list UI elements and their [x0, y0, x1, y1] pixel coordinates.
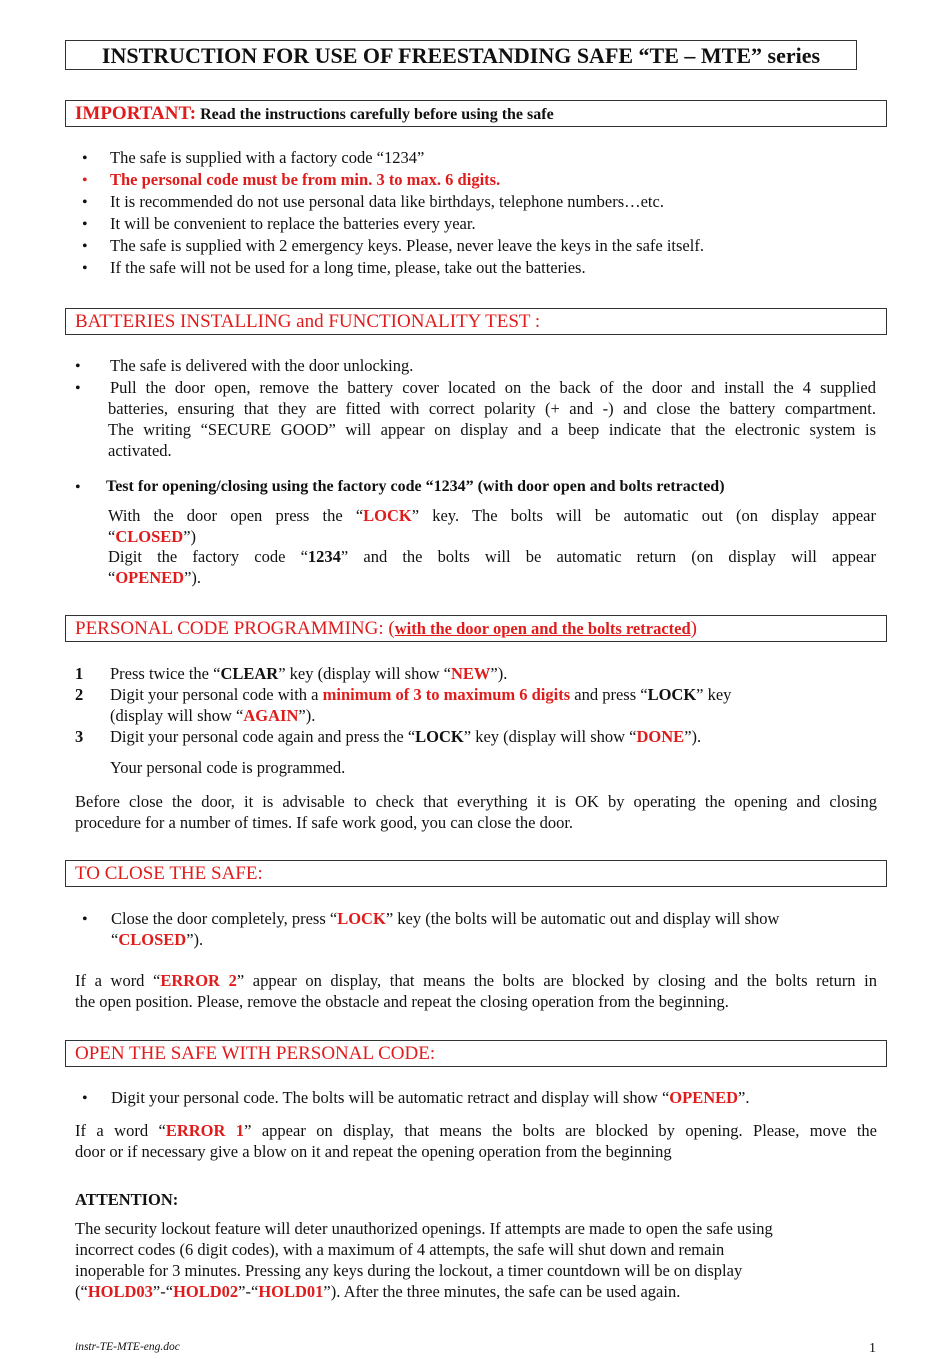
text: ” key. The bolts will be automatic out (on display appear: [411, 506, 876, 525]
close-error-note: [75, 970, 877, 1012]
text: ”).: [684, 727, 702, 746]
text: “: [108, 568, 116, 587]
important-item-2: The personal code must be from min. 3 to max. 6 digits.: [110, 170, 501, 189]
test-heading: Test for opening/closing using the factory code “1234” (with door open and bolts retracted): [106, 478, 725, 495]
text: If a word “: [75, 971, 161, 990]
open-error-note: [75, 1120, 877, 1162]
text: ” key (the bolts will be automatic out and display will show: [385, 909, 780, 928]
text: “: [108, 527, 116, 546]
attention-label: ATTENTION:: [75, 1190, 179, 1209]
open-header: [65, 1040, 887, 1067]
bullet-icon: •: [82, 194, 88, 211]
important-item-3: It is recommended do not use personal data like birthdays, telephone numbers…etc.: [110, 192, 664, 211]
programming-heading: PERSONAL CODE PROGRAMMING: (: [75, 618, 395, 639]
text: ” appear on display, that means the bolts are blocked by opening. Please, move the: [244, 1121, 877, 1140]
programming-heading-end: ): [690, 618, 697, 639]
important-item-6: If the safe will not be used for a long time, please, take out the batteries.: [110, 258, 586, 277]
text-line: inoperable for 3 minutes. Pressing any keys during the lockout, a timer countdown will be on display: [75, 1261, 743, 1280]
text: ”). After the three minutes, the safe can be used again.: [323, 1282, 681, 1301]
document-title: INSTRUCTION FOR USE OF FREESTANDING SAFE “TE – MTE” series: [65, 40, 857, 70]
step-number: 3: [75, 727, 84, 746]
text: ” key: [696, 685, 732, 704]
bullet-icon: •: [75, 479, 81, 496]
text: If a word “: [75, 1121, 166, 1140]
clear-key-label: CLEAR: [220, 664, 279, 683]
text: “: [111, 930, 119, 949]
close-header: [65, 860, 887, 887]
page-number: 1: [869, 1341, 876, 1356]
text-line: door or if necessary give a blow on it and repeat the opening operation from the beginning: [75, 1142, 672, 1161]
text: (display will show “: [110, 706, 244, 725]
open-instruction: [111, 1087, 750, 1108]
bullet-icon: •: [82, 260, 88, 277]
text: ” key (display will show “: [278, 664, 451, 683]
batteries-item-2: [108, 377, 876, 461]
text: ” appear on display, that means the bolts are blocked by closing and the bolts return in: [236, 971, 878, 990]
text-line: batteries, ensuring that they are fitted with correct polarity (+ and -) and close the battery compartment.: [108, 399, 876, 418]
text: Digit the factory code “: [108, 547, 308, 566]
code-length-highlight: minimum of 3 to maximum 6 digits: [322, 685, 571, 704]
close-heading: TO CLOSE THE SAFE:: [75, 863, 263, 884]
close-instruction: [111, 908, 859, 950]
programming-step-1: [110, 663, 507, 684]
batteries-heading: BATTERIES INSTALLING and FUNCTIONALITY TEST :: [75, 311, 541, 332]
text: Digit your personal code with a: [110, 685, 323, 704]
text: Digit your personal code again and press the “: [110, 727, 416, 746]
bullet-icon: •: [82, 216, 88, 233]
opened-display-label: OPENED: [115, 568, 185, 587]
closed-display-label: CLOSED: [115, 527, 184, 546]
text-line: activated.: [108, 441, 172, 460]
text: ” key (display will show “: [463, 727, 637, 746]
programmed-confirmation: Your personal code is programmed.: [110, 758, 346, 777]
text: ” and the bolts will be automatic return (on display will appear: [340, 547, 876, 566]
important-subtitle: Read the instructions carefully before using the safe: [200, 106, 554, 123]
text: Digit your personal code. The bolts will be automatic retract and display will show “: [111, 1088, 670, 1107]
text-line: procedure for a number of times. If safe work good, you can close the door.: [75, 813, 574, 832]
closed-display-label: CLOSED: [118, 930, 187, 949]
bullet-icon: •: [75, 380, 81, 397]
new-display-label: NEW: [450, 664, 491, 683]
text: ”-“: [238, 1282, 259, 1301]
text: (“: [75, 1282, 88, 1301]
programming-step-3: [110, 726, 701, 747]
programming-header: [65, 615, 887, 642]
test-paragraph-1: [108, 505, 876, 547]
text-line: incorrect codes (6 digit codes), with a maximum of 4 attempts, the safe will shut down and remain: [75, 1240, 725, 1259]
open-heading: OPEN THE SAFE WITH PERSONAL CODE:: [75, 1043, 436, 1064]
bullet-icon: •: [82, 1090, 88, 1107]
text: Press twice the “: [110, 664, 221, 683]
hold02-label: HOLD02: [173, 1282, 239, 1301]
hold03-label: HOLD03: [87, 1282, 153, 1301]
error-2-label: ERROR 2: [160, 971, 237, 990]
programming-step-2: [110, 684, 731, 705]
text: With the door open press the “: [108, 506, 364, 525]
text-line: The security lockout feature will deter unauthorized openings. If attempts are made to open the safe using: [75, 1219, 773, 1238]
important-item-4: It will be convenient to replace the batteries every year.: [110, 214, 476, 233]
error-1-label: ERROR 1: [165, 1121, 245, 1140]
again-display-label: AGAIN: [243, 706, 299, 725]
programming-step-2-cont: [110, 705, 315, 726]
programming-heading-condition: with the door open and the bolts retracted: [394, 619, 691, 638]
text: ”).: [298, 706, 316, 725]
lock-key-label: LOCK: [415, 727, 464, 746]
lock-key-label: LOCK: [647, 685, 697, 704]
text: ”).: [186, 930, 204, 949]
text-line: Before close the door, it is advisable to check that everything it is OK by operating the opening and closing: [75, 792, 877, 811]
text: ”.: [738, 1088, 750, 1107]
batteries-item-1: The safe is delivered with the door unlocking.: [110, 356, 414, 375]
bullet-icon: •: [82, 911, 88, 928]
factory-code: 1234: [307, 547, 341, 566]
opened-display-label: OPENED: [669, 1088, 739, 1107]
hold01-label: HOLD01: [258, 1282, 324, 1301]
lock-key-label: LOCK: [337, 909, 386, 928]
text: ”-“: [152, 1282, 174, 1301]
text: and press “: [570, 685, 648, 704]
bullet-icon: •: [75, 358, 81, 375]
important-header: [65, 100, 887, 127]
footer-filename: instr-TE-MTE-eng.doc: [75, 1341, 180, 1353]
attention-text: [75, 1218, 877, 1302]
text: ”): [183, 527, 197, 546]
step-number: 1: [75, 664, 84, 683]
bullet-icon: •: [82, 238, 88, 255]
step-number: 2: [75, 685, 84, 704]
important-label: IMPORTANT:: [75, 103, 197, 124]
bullet-icon: •: [82, 172, 88, 189]
text-line: Pull the door open, remove the battery cover located on the back of the door and install the 4 supplied: [110, 378, 876, 397]
programming-advice: [75, 791, 877, 833]
important-item-5: The safe is supplied with 2 emergency keys. Please, never leave the keys in the safe itself.: [110, 236, 704, 255]
batteries-header: [65, 308, 887, 335]
lock-key-label: LOCK: [363, 506, 412, 525]
text: ”).: [490, 664, 508, 683]
text-line: the open position. Please, remove the obstacle and repeat the closing operation from the beginning.: [75, 992, 729, 1011]
text: ”).: [184, 568, 202, 587]
text-line: The writing “SECURE GOOD” will appear on display and a beep indicate that the electronic system is: [108, 420, 876, 439]
done-display-label: DONE: [636, 727, 685, 746]
text: Close the door completely, press “: [111, 909, 338, 928]
bullet-icon: •: [82, 150, 88, 167]
test-paragraph-2: [108, 546, 876, 588]
important-item-1: The safe is supplied with a factory code “1234”: [110, 148, 425, 167]
